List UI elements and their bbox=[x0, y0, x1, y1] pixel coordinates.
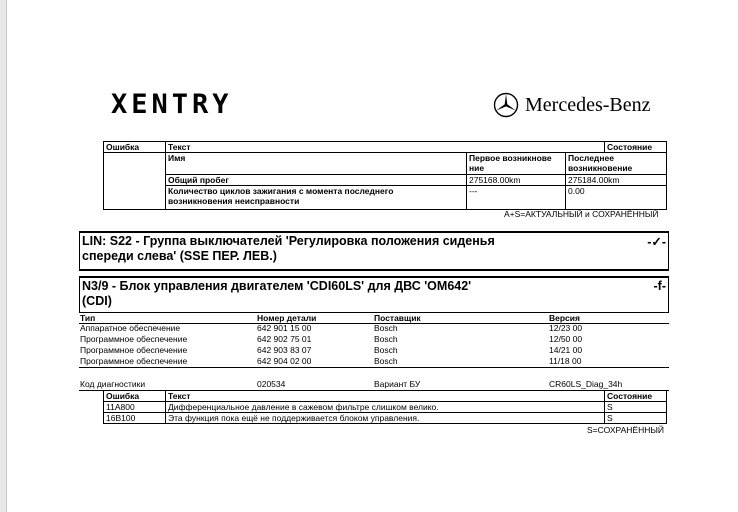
diag-code: 020534 bbox=[257, 379, 286, 389]
ignition-cycles-label: Количество циклов зажигания с момента последнего возникновения неисправности bbox=[165, 185, 467, 210]
fault-text: Эта функция пока ещё не поддерживается блоком управления. bbox=[165, 412, 605, 424]
status-legend-s: S=СОХРАНЁННЫЙ bbox=[587, 425, 664, 435]
fault-status: S bbox=[604, 412, 667, 424]
divider bbox=[79, 367, 669, 368]
row-version: 12/23 00 bbox=[549, 323, 583, 333]
row-supplier: Bosch bbox=[374, 323, 398, 333]
row-type: Программное обеспечение bbox=[80, 334, 188, 344]
row-type: Аппаратное обеспечение bbox=[80, 323, 181, 333]
report-page bbox=[6, 0, 738, 512]
last-occurrence-label: Последнее возникновение bbox=[565, 152, 667, 175]
row-supplier: Bosch bbox=[374, 345, 398, 355]
n39-section-title: N3/9 - Блок управления двигателем 'CDI60LS' для ДВС 'OM642' (CDI) bbox=[82, 279, 472, 308]
col-error-header: Ошибка bbox=[103, 390, 166, 402]
last-mileage-value: 275184.00km bbox=[565, 174, 667, 186]
row-type: Программное обеспечение bbox=[80, 345, 188, 355]
row-supplier: Bosch bbox=[374, 356, 398, 366]
mercedes-logo bbox=[493, 92, 651, 118]
variant-value: CR60LS_Diag_34h bbox=[549, 379, 623, 389]
version-header: Версия bbox=[549, 313, 580, 323]
row-part: 642 902 75 01 bbox=[257, 334, 312, 344]
n39-status-mark: -f- bbox=[653, 279, 666, 293]
diag-label: Код диагностики bbox=[80, 379, 146, 389]
status-legend-as: A+S=АКТУАЛЬНЫЙ и СОХРАНЁННЫЙ bbox=[504, 209, 659, 219]
first-mileage-value: 275168.00km bbox=[466, 174, 566, 186]
row-supplier: Bosch bbox=[374, 334, 398, 344]
error-blank-cell bbox=[103, 152, 166, 210]
fault-code: 11A800 bbox=[103, 401, 166, 413]
total-mileage-label: Общий пробег bbox=[165, 174, 467, 186]
lin-section-title: LIN: S22 - Группа выключателей 'Регулировка положения сиденья спереди слева' (SSE ПЕР. ЛЕВ.) bbox=[82, 234, 495, 263]
row-type: Программное обеспечение bbox=[80, 356, 188, 366]
col-status-header: Состояние bbox=[604, 390, 667, 402]
ignition-last-value: 0.00 bbox=[565, 185, 667, 210]
lin-section bbox=[79, 231, 669, 271]
row-part: 642 901 15 00 bbox=[257, 323, 312, 333]
part-header: Номер детали bbox=[257, 313, 317, 323]
row-part: 642 903 83 07 bbox=[257, 345, 312, 355]
supplier-header: Поставщик bbox=[374, 313, 421, 323]
col-status-header: Состояние bbox=[604, 141, 667, 153]
mercedes-star-icon bbox=[493, 92, 519, 118]
row-version: 14/21 00 bbox=[549, 345, 583, 355]
variant-label: Вариант БУ bbox=[374, 379, 421, 389]
row-part: 642 904 02 00 bbox=[257, 356, 312, 366]
row-version: 11/18 00 bbox=[549, 356, 582, 366]
row-version: 12/50 00 bbox=[549, 334, 583, 344]
lin-status-mark: -✓- bbox=[647, 235, 666, 249]
col-error-header: Ошибка bbox=[103, 141, 166, 153]
col-text-header: Текст bbox=[165, 141, 605, 153]
col-text-header: Текст bbox=[165, 390, 605, 402]
n39-section bbox=[79, 276, 669, 313]
name-label: Имя bbox=[165, 152, 467, 175]
brand-name: Mercedes-Benz bbox=[525, 93, 651, 116]
type-header: Тип bbox=[80, 313, 96, 323]
first-occurrence-label: Первое возникнове ние bbox=[466, 152, 566, 175]
ignition-first-value: --- bbox=[466, 185, 566, 210]
xentry-logo: XENTRY bbox=[111, 89, 233, 120]
fault-status: S bbox=[604, 401, 667, 413]
fault-text: Дифференциальное давление в сажевом фильтре слишком велико. bbox=[165, 401, 605, 413]
fault-code: 16B100 bbox=[103, 412, 166, 424]
